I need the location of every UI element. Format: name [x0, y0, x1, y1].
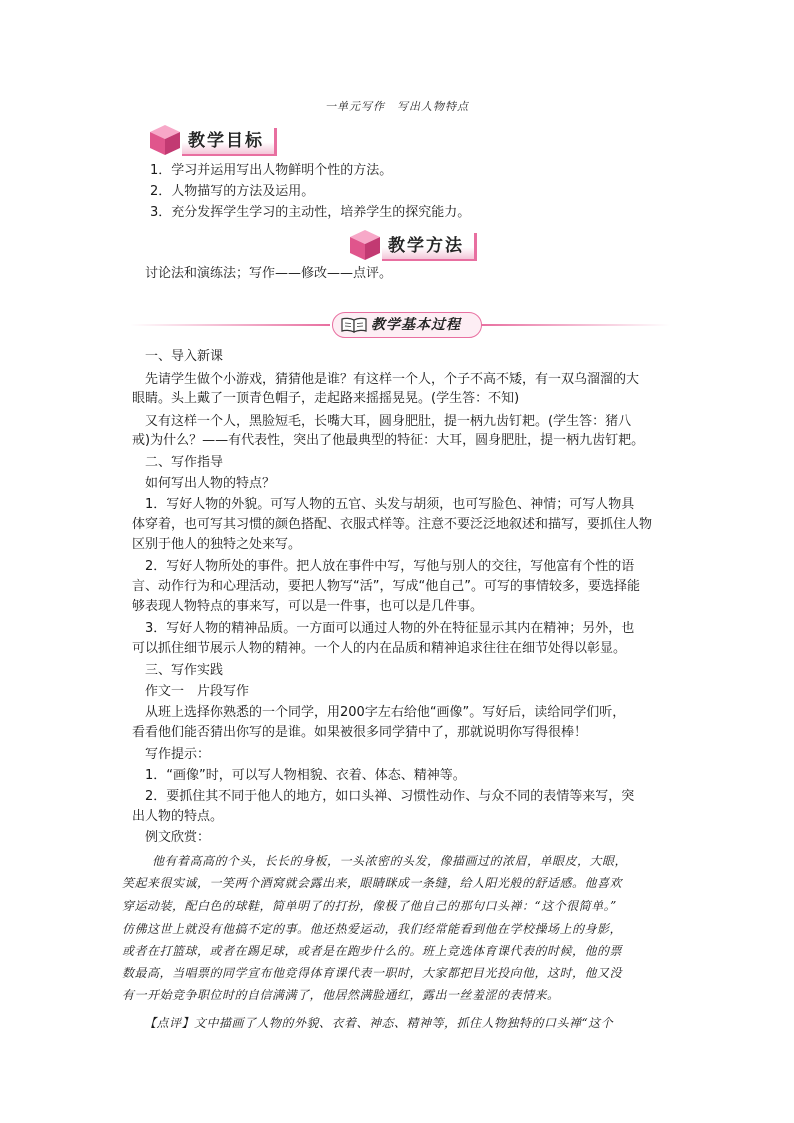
- process-heading-banner: [130, 312, 670, 338]
- body-line: 言、动作行为和心理活动，要把人物写“活”，写成“他自己”。可写的事情较多，要选择能: [132, 579, 640, 594]
- section-heading: 一、导入新课: [145, 349, 224, 364]
- body-line: 体穿着，也可写其习惯的颜色搭配、衣服式样等。注意不要泛泛地叙述和描写，要抓住人物: [132, 517, 653, 532]
- body-line: 如何写出人物的特点？: [145, 476, 276, 491]
- body-line: 先请学生做个小游戏，猜猜他是谁？有这样一个人，个子不高不矮，有一双乌溜溜的大: [145, 372, 640, 387]
- body-line: 够表现人物特点的事来写，可以是一件事，也可以是几件事。: [132, 599, 484, 614]
- body-line: 看看他们能否猜出你写的是谁。如果被很多同学猜中了，那就说明你写得很棒！: [132, 725, 588, 740]
- body-line: 1．“画像”时，可以写人物相貌、衣着、体态、精神等。: [145, 768, 466, 783]
- body-line: 眼睛。头上戴了一顶青色帽子，走起路来摇摇晃晃。(学生答：不知): [132, 391, 520, 406]
- sample-line: 或者在打篮球，或者在踢足球，或者是在跑步什么的。班上竞选体育课代表的时候，他的票: [122, 944, 623, 958]
- divider-line: [130, 324, 330, 326]
- comment-line: 【点评】文中描画了人物的外貌、衣着、神态、精神等，抓住人物独特的口头禅“这个: [144, 1016, 614, 1030]
- body-line: 又有这样一个人，黑脸短毛，长嘴大耳，圆身肥肚，提一柄九齿钉耙。(学生答：猪八: [145, 414, 632, 429]
- methods-text: 讨论法和演练法；写作——修改——点评。: [145, 266, 393, 281]
- process-heading-pill: [332, 312, 482, 338]
- methods-heading: 教学方法: [382, 233, 477, 261]
- sample-line: 数最高，当唱票的同学宣布他竞得体育课代表一职时，大家都把目光投向他，这时，他又没: [122, 966, 623, 980]
- pink-cube-icon: [148, 123, 182, 157]
- objectives-heading-banner: [148, 123, 288, 157]
- objective-item: 2．人物描写的方法及运用。: [150, 184, 315, 199]
- body-line: 2．写好人物所处的事件。把人放在事件中写，写他与别人的交往，写他富有个性的语: [145, 559, 635, 574]
- objective-item: 1．学习并运用写出人物鲜明个性的方法。: [150, 163, 393, 178]
- objective-item: 3．充分发挥学生学习的主动性，培养学生的探究能力。: [150, 205, 471, 220]
- body-line: 例文欣赏：: [145, 830, 211, 845]
- objectives-heading: 教学目标: [182, 128, 277, 156]
- body-line: 从班上选择你熟悉的一个同学，用200字左右给他“画像”。写好后，读给同学们听，: [145, 705, 626, 720]
- body-line: 写作提示：: [145, 747, 211, 762]
- running-header: 一单元写作 写出人物特点: [325, 100, 469, 113]
- body-line: 可以抓住细节展示人物的精神。一个人的内在品质和精神追求往往在细节处得以彰显。: [132, 641, 627, 656]
- body-line: 区别于他人的独特之处来写。: [132, 537, 302, 552]
- body-line: 1．写好人物的外貌。可写人物的五官、头发与胡须，也可写脸色、神情；可写人物具: [145, 497, 635, 512]
- sample-line: 穿运动装，配白色的球鞋，简单明了的打扮，像极了他自己的那句口头禅：“这个很简单。”: [122, 899, 617, 913]
- sample-line: 他有着高高的个头，长长的身板，一头浓密的头发，像描画过的浓眉，单眼皮，大眼，: [152, 854, 628, 868]
- process-heading: 教学基本过程: [371, 317, 461, 333]
- pink-cube-icon: [348, 228, 382, 262]
- methods-heading-banner: [348, 228, 478, 262]
- sample-line: 仿佛这世上就没有他搞不定的事。他还热爱运动，我们经常能看到他在学校操场上的身影，: [122, 922, 623, 936]
- body-line: 出人物的特点。: [132, 809, 224, 824]
- body-line: 2．要抓住其不同于他人的地方，如口头禅、习惯性动作、与众不同的表情等来写，突: [145, 789, 635, 804]
- open-book-icon: [341, 317, 367, 333]
- sample-line: 有一开始竞争职位时的自信满满了，他居然满脸通红，露出一丝羞涩的表情来。: [122, 988, 560, 1002]
- section-heading: 三、写作实践: [145, 663, 224, 678]
- body-line: 3．写好人物的精神品质。一方面可以通过人物的外在特征显示其内在精神；另外，也: [145, 621, 635, 636]
- body-line: 戒)为什么？——有代表性，突出了他最典型的特征：大耳，圆身肥肚，提一柄九齿钉耙。: [132, 433, 645, 448]
- body-line: 作文一 片段写作: [145, 684, 250, 699]
- section-heading: 二、写作指导: [145, 455, 224, 470]
- divider-line: [480, 324, 670, 326]
- sample-line: 笑起来很实诚，一笑两个酒窝就会露出来，眼睛眯成一条缝，给人阳光般的舒适感。他喜欢: [122, 876, 623, 890]
